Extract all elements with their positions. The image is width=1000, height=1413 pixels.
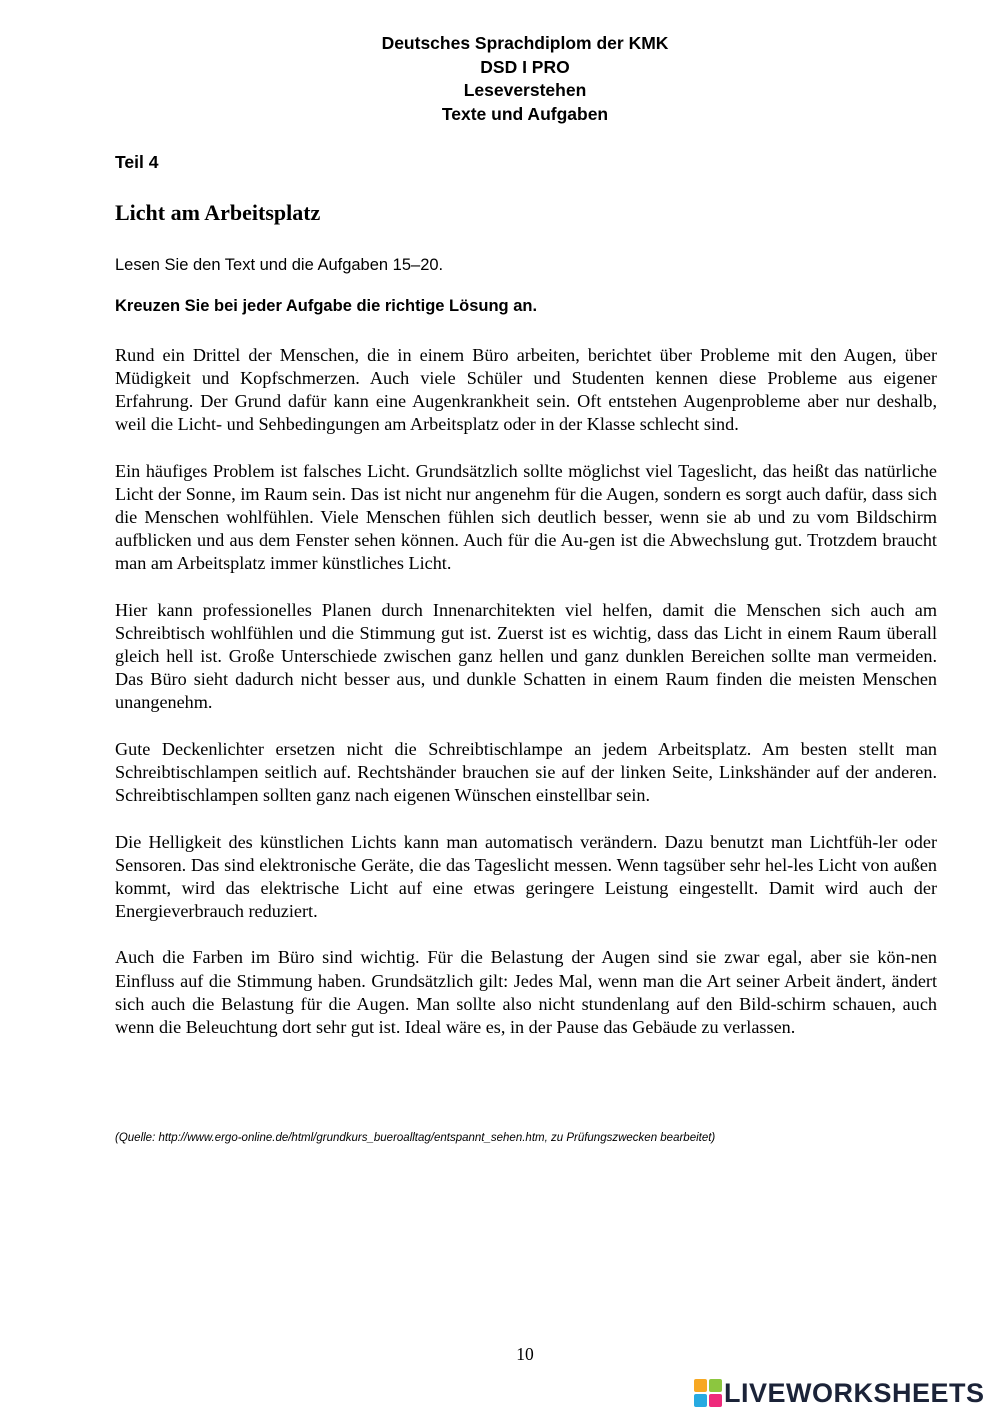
page-number: 10 [516,1344,534,1364]
logo-square-1 [694,1379,707,1392]
header-line-1: Deutsches Sprachdiplom der KMK [381,33,669,53]
paragraph: Ein häufiges Problem ist falsches Licht. Grundsätzlich sollte möglichst viel Tageslicht, das heißt das natürliche Licht der Sonne, im Raum sein. Das ist nicht nur angenehm für die Augen, sondern es sorgt auch dafür, dass sich die Menschen wohlfühlen. Viele Menschen fühlen sich deutlich besser, wenn sie ab und zu vom Bildschirm aufblicken und aus dem Fenster sehen können. Auch für die Au-gen ist die Abwechslung gut. Trotzdem braucht man am Arbeitsplatz immer künstliches Licht. [115,460,937,574]
logo-square-2 [709,1379,722,1392]
header-line-3: Leseverstehen [463,80,587,100]
header-line-2: DSD I PRO [480,56,570,77]
source-citation: (Quelle: http://www.ergo-online.de/html/grundkurs_bueroalltag/entspannt_sehen.htm, zu Prüfungszwecken bearbeitet) [115,1132,716,1144]
document-header [0,32,1000,126]
header-line-4: Texte und Aufgaben [441,103,609,124]
task-instruction: Kreuzen Sie bei jeder Aufgabe die richtige Lösung an. [115,297,538,315]
paragraph: Gute Deckenlichter ersetzen nicht die Schreibtischlampe an jedem Arbeitsplatz. Am besten stellt man Schreibtischlampen seitlich auf. Rechtshänder brauchen sie auf der linken Seite, Linkshänder auf der anderen. Schreibtischlampen sollten ganz nach eigenen Wünschen einstellbar sein. [115,738,937,805]
logo-square-3 [694,1394,707,1407]
paragraph: Rund ein Drittel der Menschen, die in einem Büro arbeiten, berichtet über Probleme mit den Augen, über Müdigkeit und Kopfschmerzen. Auch viele Schüler und Studenten kennen diese Probleme aus eigener Erfahrung. Der Grund dafür kann eine Augenkrankheit sein. Oft entstehen Augenprobleme aber nur deshalb, weil die Licht- und Sehbedingungen am Arbeitsplatz oder in der Klasse schlecht sind. [115,345,937,435]
liveworksheets-logo-icon [694,1379,722,1407]
paragraph: Auch die Farben im Büro sind wichtig. Für die Belastung der Augen sind sie zwar egal, aber sie kön-nen Einfluss auf die Stimmung haben. Grundsätzlich gilt: Jedes Mal, wenn man die Art seiner Arbeit ändert, ändert sich auch die Belastung für die Augen. Man sollte also nicht stundenlang auf den Bild-schirm schauen, auch wenn die Beleuchtung dort sehr gut ist. Ideal wäre es, in der Pause das Gebäude zu verlassen. [115,947,937,1037]
paragraph: Die Helligkeit des künstlichen Lichts kann man automatisch verändern. Dazu benutzt man Lichtfüh-ler oder Sensoren. Das sind elektronische Geräte, die das Tageslicht messen. Wenn tagsüber sehr hel-les Licht von außen kommt, wird das elektrische Licht auf eine etwas geringere Leistung eingestellt. Damit wird auch der Energieverbrauch reduziert. [115,831,937,921]
brand-name: LIVEWORKSHEETS [724,1377,985,1408]
logo-square-4 [709,1394,722,1407]
reading-text [115,344,937,1062]
section-label: Teil 4 [115,152,159,172]
paragraph: Hier kann professionelles Planen durch Innenarchitekten viel helfen, damit die Menschen sich auch am Schreibtisch wohlfühlen und die Stimmung gut ist. Zuerst ist es wichtig, dass das Licht in einem Raum überall gleich hell ist. Große Unterschiede zwischen ganz hellen und ganz dunklen Bereichen sollte man vermeiden. Das Büro sieht dadurch nicht besser aus, und dunkle Schatten in einem Raum finden die meisten Menschen unangenehm. [115,599,937,713]
text-title: Licht am Arbeitsplatz [115,200,321,225]
instruction-text: Lesen Sie den Text und die Aufgaben 15–20. [115,256,444,274]
liveworksheets-brand[interactable] [694,1378,985,1408]
